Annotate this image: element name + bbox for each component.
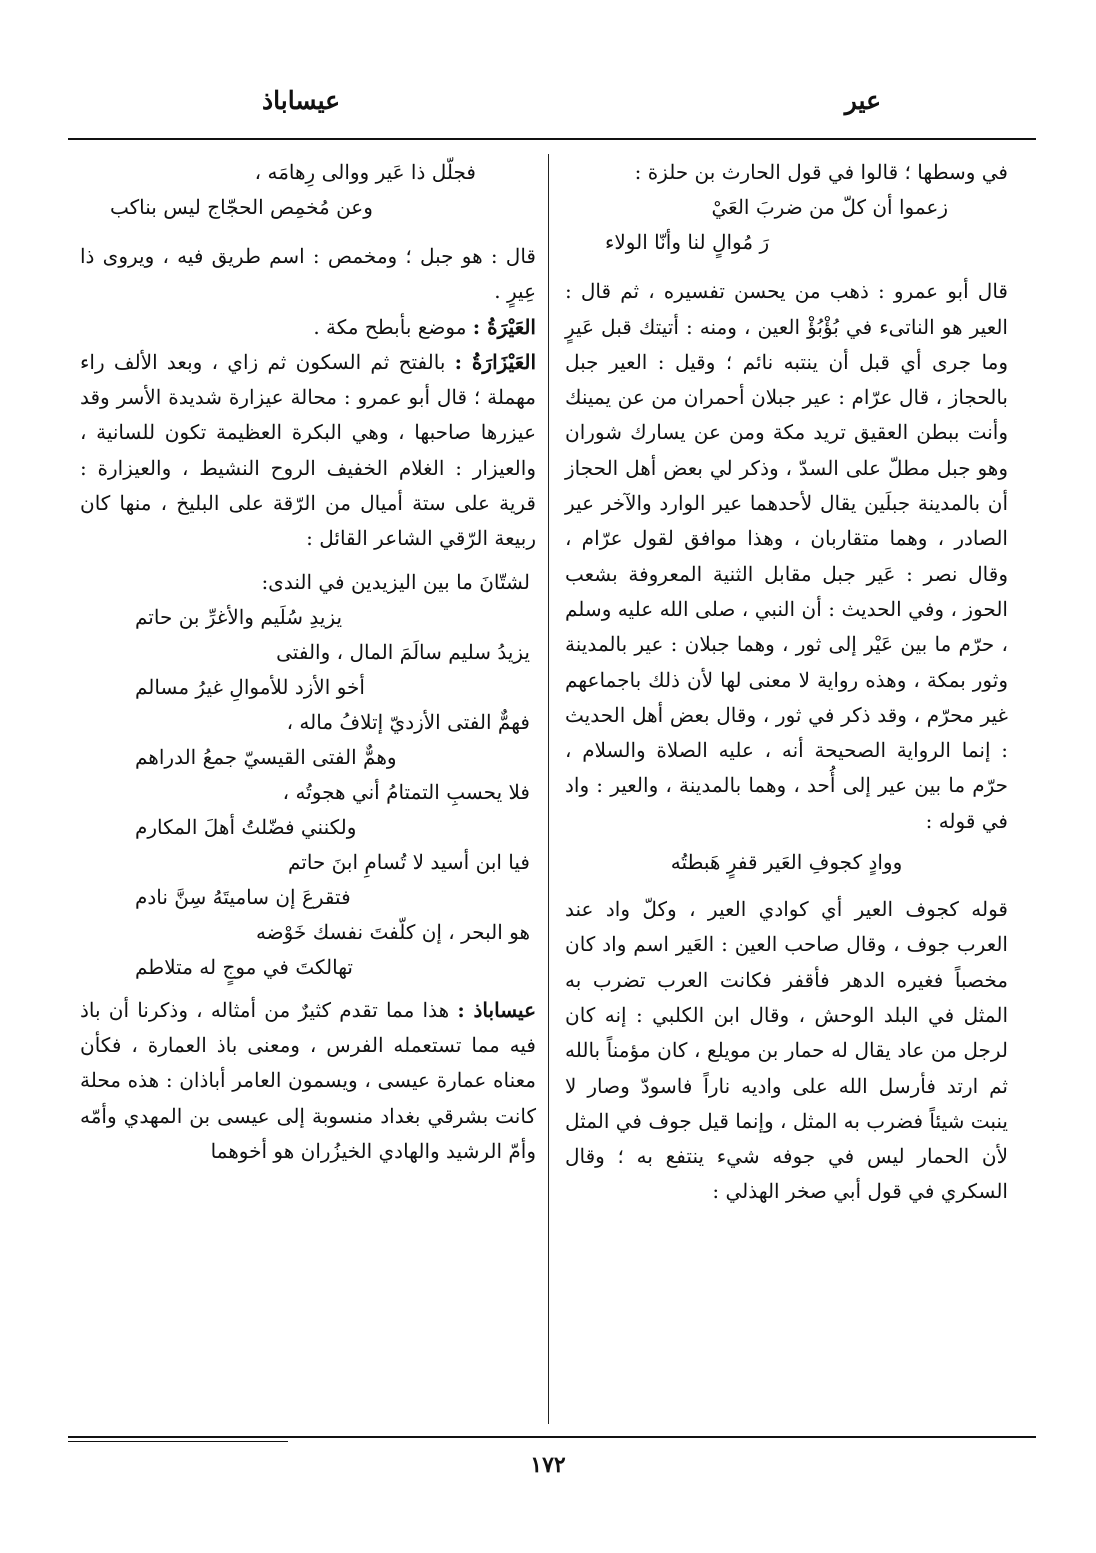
poem-line: وهمٌّ الفتى القيسيّ جمعُ الدراهم xyxy=(135,744,397,769)
entry-isabadh-text: هذا مما تقدم كثيرٌ من أمثاله ، وذكرنا أن باذ فيه مما تستعمله الفرس ، ومعنى باذ العمارة ، فكأن معناه عمارة عيسى ، ويسمون العامر أباذان : هذه محلة كانت بشرقي بغداد منسوبة إلى عيسى بن المهدي وأمّه وأمّ الرشيد والهادي الخيزُران هو أخوهما xyxy=(80,997,536,1163)
verse-top-line-1: فجلّل ذا عَير ووالى رِهامَه ، xyxy=(254,160,476,184)
poem-couplet-6 xyxy=(80,915,536,985)
entry-isabadh xyxy=(80,993,536,1169)
verse-1-line-2: رَ مُوالٍ لنا وأنّا الولاء xyxy=(605,230,770,255)
entry-ayzara-text: بالفتح ثم السكون ثم زاي ، وبعد الألف راء مهملة ؛ قال أبو عمرو : محالة عيزارة شديدة الأسر وقد عيزرها صاحبها ، وهي البكرة العظيمة تكون للسانية ، والعيزار : الغلام الخفيف الروح النشيط ، والعيزارة : قرية على ستة أميال من الرّقة على البليخ ، منها كان ربيعة الرّقي الشاعر القائل : xyxy=(80,349,536,551)
poem-line: فلا يحسبِ التمتامُ أني هجوتُه ، xyxy=(282,779,530,804)
column-divider xyxy=(548,154,549,1424)
header-rule xyxy=(68,138,1036,140)
poem-line: لشتّانَ ما بين اليزيدين في الندى: xyxy=(261,569,530,594)
entry-isabadh-head: عيساباذ : xyxy=(457,997,536,1022)
verse-2: ووادٍ كجوفِ العَير قفرٍ هَبطتُه xyxy=(670,850,903,875)
poem-line: فيا ابن أسيد لا تُسامِ ابنَ حاتم xyxy=(287,849,530,874)
verse-top xyxy=(80,155,536,225)
right-intro: في وسطها ؛ قالوا في قول الحارث بن حلزة : xyxy=(634,160,1008,184)
poem-line: يزيدِ سُلَيم والأغرِّ بن حاتم xyxy=(135,604,343,629)
footer-rule-short xyxy=(68,1441,288,1442)
poem-couplet-2 xyxy=(80,635,536,705)
poem-couplet-3 xyxy=(80,705,536,775)
poem-line: فهمٌّ الفتى الأزديّ إتلافُ ماله ، xyxy=(286,709,530,734)
entry-ayzara-head: العَيْزَارَةُ : xyxy=(454,349,536,374)
poem-line: يزيدُ سليم سالَمَ المال ، والفتى xyxy=(276,639,530,664)
verse-1 xyxy=(565,190,1008,260)
poem-couplet-5 xyxy=(80,845,536,915)
footer-rule xyxy=(68,1436,1036,1438)
poem-line: هو البحر ، إن كلّفتَ نفسك خَوْضه xyxy=(255,919,530,944)
entry-ayzara xyxy=(80,345,536,557)
poem-couplet-1 xyxy=(80,565,536,635)
right-paragraph-1: قال أبو عمرو : ذهب من يحسن تفسيره ، ثم قال : العير هو الناتىء في بُؤْبُؤْ العين ، ومنه : أتيتك قبل عَيرٍ وما جرى أي قبل أن ينتبه نائم ؛ وقيل : العير جبل بالحجاز ، قال عرّام : عير جبلان أحمران من عن يمينك وأنت ببطن العقيق تريد مكة ومن عن يسارك شوران وهو جبل مطلّ على السدّ ، وذكر لي بعض أهل الحجاز أن بالمدينة جبلَين يقال لأحدهما عير الوارد والآخر عير الصادر ، وهما متقاربان ، وهذا موافق لقول عرّام ، وقال نصر : عَير جبل مقابل الثنية المعروفة بشعب الحوز ، وفي الحديث : أن النبي ، صلى الله عليه وسلم ، حرّم ما بين عَيْر إلى ثور ، وهما جبلان : عير بالمدينة وثور بمكة ، وهذه رواية لا معنى لها لأن ذلك باجماعهم غير محرّم ، وقد ذكر في ثور ، وقال بعض أهل الحديث : إنما الرواية الصحيحة أنه ، عليه الصلاة والسلام ، حرّم ما بين عير إلى أُحد ، وهما بالمدينة ، والعير : واد في قوله : xyxy=(565,279,1009,833)
header-left-title: عيساباذ xyxy=(262,86,341,115)
verse-top-line-2: وعن مُخمِص الحجّاج ليس بناكب xyxy=(110,195,373,219)
poem xyxy=(80,565,536,985)
left-paragraph-1: قال : هو جبل ؛ ومخمص : اسم طريق فيه ، ويروى ذا عِيرٍ . xyxy=(80,244,536,304)
verse-1-line-1: زعموا أن كلّ من ضربَ العَيْ xyxy=(711,195,948,220)
right-column xyxy=(565,155,1008,1210)
poem-couplet-4 xyxy=(80,775,536,845)
poem-line: تهالكتَ في موجٍ له متلاطم xyxy=(135,954,353,979)
header-right-title: عير xyxy=(844,86,881,115)
right-paragraph-2: قوله كجوف العير أي كوادي العير ، وكلّ واد عند العرب جوف ، وقال صاحب العين : العَير اسم واد كان مخصباً فغيره الدهر فأقفر فكانت العرب تضرب به المثل في البلد الوحش ، وقال ابن الكلبي : إنه كان لرجل من عاد يقال له حمار بن مويلع ، كان مؤمناً بالله ثم ارتد فأرسل الله على واديه ناراً فاسودّ وصار لا ينبت شيئاً فضرب به المثل ، وإنما قيل جوف في المثل لأن الحمار ليس في جوفه شيء ينتفع به ؛ وقال السكري في قول أبي صخر الهذلي : xyxy=(565,897,1008,1204)
entry-ayra-head: العَيْرَةُ : xyxy=(472,314,536,339)
entry-ayra xyxy=(80,310,536,345)
entry-ayra-text: موضع بأبطح مكة . xyxy=(313,314,467,339)
poem-line: فتقرعَ إن ساميتَهُ سِنَّ نادم xyxy=(135,884,351,909)
poem-line: أخو الأزد للأموالِ غيرُ مسالم xyxy=(135,674,365,699)
poem-line: ولكنني فضّلتُ أهلَ المكارم xyxy=(135,814,357,839)
page-number: ١٧٢ xyxy=(530,1452,566,1478)
left-column xyxy=(80,155,536,1169)
